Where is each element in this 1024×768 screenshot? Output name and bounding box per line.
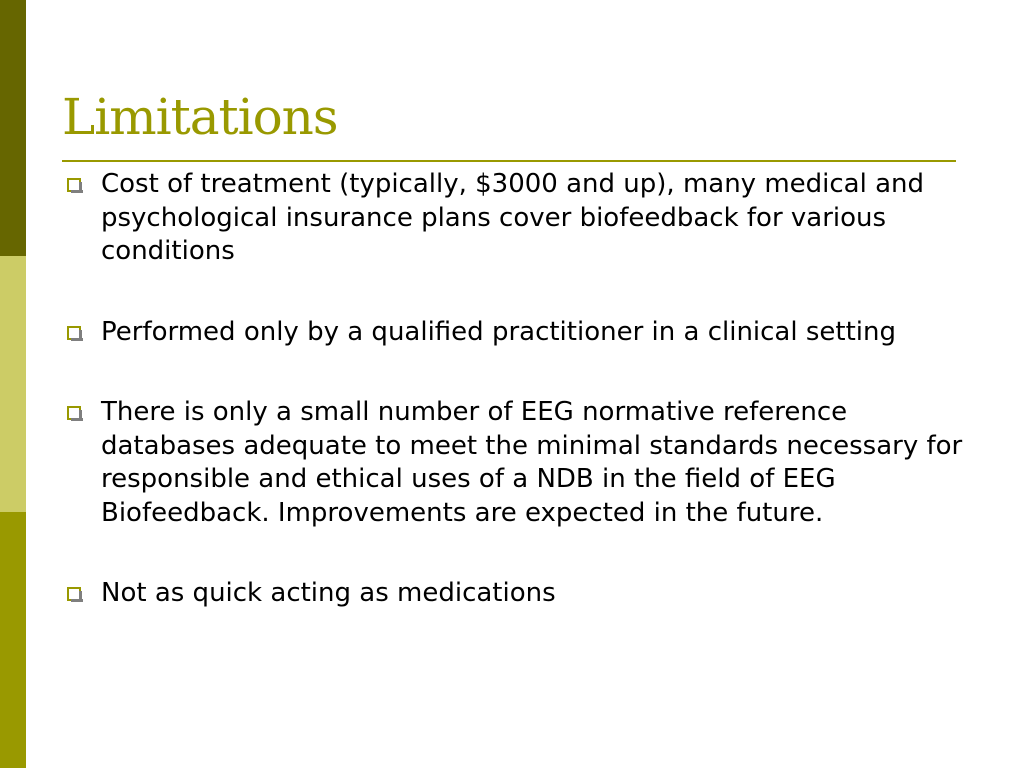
sidebar-bottom-band [0, 512, 26, 768]
bullet-item [64, 316, 964, 350]
square-bullet-icon [67, 326, 81, 340]
square-bullet-icon [67, 406, 81, 420]
bullet-item [64, 396, 964, 530]
slide-title: Limitations [62, 88, 338, 146]
bullet-item [64, 577, 964, 611]
bullet-text: Not as quick acting as medications [101, 578, 556, 608]
bullet-text: Performed only by a qualified practitioner in a clinical setting [101, 316, 896, 347]
bullet-text: Cost of treatment (typically, $3000 and up), many medical and psychological insurance plans cover biofeedback for various conditions [101, 169, 925, 266]
title-underline [62, 160, 956, 162]
sidebar-top-band [0, 0, 26, 256]
sidebar-middle-band [0, 256, 26, 512]
bullet-list [64, 168, 964, 611]
bullet-text: There is only a small number of EEG normative reference databases adequate to meet the minimal standards necessary for responsible and ethical uses of a NDB in the field of EEG Biofeedback. Improvements are expected in the future. [101, 397, 963, 528]
square-bullet-icon [67, 587, 81, 601]
bullet-item [64, 168, 964, 269]
square-bullet-icon [67, 178, 81, 192]
